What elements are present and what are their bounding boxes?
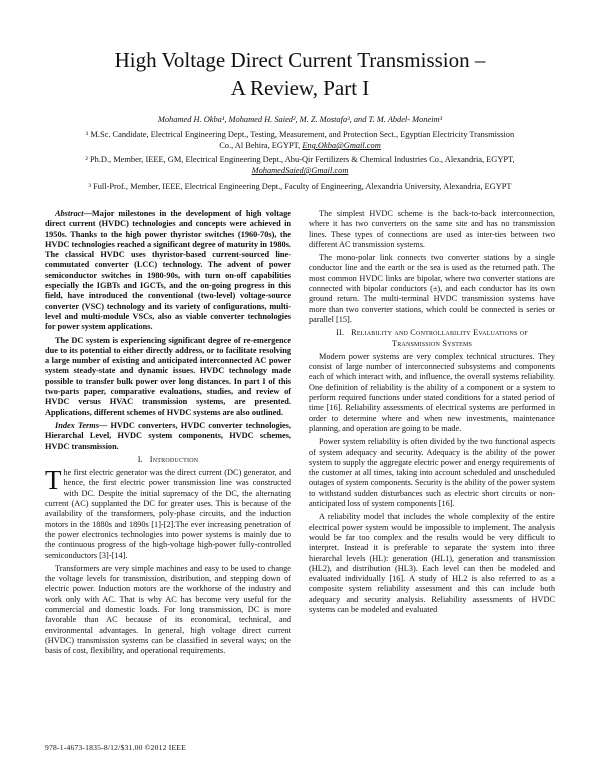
email-link-2[interactable]: MohamedSaied@Gmail.com — [251, 166, 349, 175]
affiliation-3-text: ³ Full-Prof., Member, IEEE, Electrical Engineering Dept., Faculty of Engineering, Alexandria University, Alexandria, EGYPT — [88, 182, 512, 191]
abstract-section — [45, 209, 291, 452]
affiliation-1-text-2: Co., Al Behira, EGYPT, — [219, 141, 301, 150]
abstract-text-1: —Major milestones in the development of high voltage direct current (HVDC) technologies and concepts were achieved in 1950s. Thanks to the high power thyristor switches (1960-70s), the HVDC technologies reached a significant degree of maturity in 1980s. The classical HVDC uses thyristor-based current-sourced line-commutated converter (LCC) technology. The advent of power semiconductor switches in 1980-90s, with turn on-off capabilities especially the IGBTs and IGCTs, and the on-going progress in this field, have introduced the conventional (two-level) voltage-source converter (VSC) technology and its variety of configurations, multi-level and multi-module VSCs, also as viable converter technologies for power system applications. — [45, 209, 291, 332]
section-2-number: II. — [336, 328, 345, 338]
author-list: Mohamed H. Okba¹, Mohamed H. Saied², M. Z. Mostafa³, and T. M. Abdel- Moneim³ — [157, 115, 443, 124]
intro-paragraph-1 — [45, 465, 291, 561]
email-link-1[interactable]: Eng.Okba@Gmail.com — [302, 141, 381, 150]
right-paragraph-3: Modern power systems are very complex technical structures. They consist of large number of interconnected subsystems and components each of which interact with, and influence, the overall systems reliability. One definition of reliability is the ability of a component or a system to perform required functions under stated conditions for a stated period of time [16]. Reliability assessments of electrical systems are performed in order to determine where and when new investments, maintenance planning, and operation are going to be made. — [309, 351, 555, 433]
index-terms-label: Index Terms — [55, 420, 99, 430]
index-terms-text: — HVDC converters, HVDC converter technologies, Hierarchal Level, HVDC system components, HVDC schemes, HVDC transmission. — [45, 420, 291, 451]
section-1-heading — [45, 455, 291, 465]
left-column — [45, 209, 291, 659]
affiliation-2-text: ² Ph.D., Member, IEEE, GM, Electrical Engineering Dept., Abu-Qir Fertilizers & Chemical Industries Co., Alexandria, EGYPT, — [85, 155, 515, 164]
right-paragraph-4: Power system reliability is often divided by the two functional aspects of system adequacy and security. Adequacy is the ability of the power system to supply the aggregate electric power and energy requirements of the customer at all times, taking into account scheduled and unscheduled outages of system components. Security is the ability of the power system to withstand sudden disturbances such as electric short circuits or non-anticipated loss of system components [16]. — [309, 437, 555, 509]
title-line-2: A Review, Part I — [230, 76, 370, 100]
abstract-paragraph-2: The DC system is experiencing significant degree of re-emergence due to its potential to either directly address, or to facilitate resolving a large number of existing and anticipated interconnected AC power system steady-state and dynamic issues. HVDC technology made possible to transfer bulk power over long distances. In part I of this two-parts paper, comparative evaluations, studies, and review of HVDC versus HVAC transmission systems, are presented. Applications, different schemes of HVDC systems are also outlined. — [45, 335, 291, 417]
affiliation-1-text: ¹ M.Sc. Candidate, Electrical Engineering Dept., Testing, Measurement, and Protection Sect., Egyptian Electricity Transmission — [85, 130, 515, 139]
section-2-heading — [309, 328, 555, 349]
abstract-paragraph-1 — [45, 209, 291, 333]
copyright-footer: 978-1-4673-1835-8/12/$31.00 ©2012 IEEE — [45, 743, 186, 752]
affiliation-2 — [30, 154, 570, 176]
intro-paragraph-2: Transformers are very simple machines and easy to be used to change the voltage levels for transmission, distribution, and stepping down of electric power. Induction motors are the workhorse of the industry and work only with AC. That is why AC has become very useful for the commercial and domestic loads. For long transmission, DC is more favorable than AC because of its economical, technical, and environmental advantages. In general, high voltage direct current (HVDC) transmission systems can be classified in several ways; on the basis of cost, flexibility, and operational requirements. — [45, 563, 291, 656]
right-paragraph-1: The simplest HVDC scheme is the back-to-back interconnection, where it has two converters on the same site and has no transmission lines. These types of connections are used as inter-ties between two different AC transmission systems. — [309, 209, 555, 249]
section-1-title: Introduction — [149, 454, 199, 464]
section-2-title-line-2: Transmission Systems — [391, 338, 473, 348]
abstract-label: Abstract — [55, 209, 84, 218]
drop-cap: T — [45, 465, 62, 496]
right-paragraph-2: The mono-polar link connects two converter stations by a single conductor line and the earth or the sea is used as the returned path. The most common HVDC links are bipolar, where two converter stations are connected with bipolar conductors (±), and each conductor has its own ground return. The multi-terminal HVDC transmission systems have more than two converter stations, which could be connected is series or parallel [15]. — [309, 253, 555, 324]
paper-title — [40, 46, 560, 102]
section-1-number: I. — [137, 454, 143, 464]
right-column — [309, 209, 555, 618]
index-terms — [45, 421, 291, 452]
affiliation-1 — [30, 129, 570, 151]
intro-text-1: he first electric generator was the direct current (DC) generator, and hence, the first electric power transmission line was constructed with DC. Despite the initial supremacy of the DC, the alternating current (AC) supplanted the DC for greater uses. This is because of the availability of the transformers, poly-phase circuits, and the induction motors in the 1880s and 1890s [1]-[2].The ever increasing penetration of the power electronics technologies into power systems is mainly due to the continuous progress of the high-voltage high-power fully-controlled semiconductors [3]-[14]. — [45, 468, 291, 560]
affiliation-3 — [30, 181, 570, 192]
right-paragraph-5: A reliability model that includes the whole complexity of the entire electrical power system would be impossible to implement. The analysis would be far too complex and the results would be very difficult to interpret. Instead it is preferable to separate the system into three hierarchal levels (HL): generation (HL1), generation and transmission (HL2), and distribution (HL3). Each level can then be modeled and evaluated individually [16]. A study of HL2 is also referred to as a composite system reliability assessment and this can include both adequacy and security analysis. Reliability assessments of HVDC systems can be modeled and evaluated — [309, 512, 555, 614]
section-2-title-line-1: Reliability and Controllability Evaluations of — [351, 328, 528, 338]
title-line-1: High Voltage Direct Current Transmission – — [114, 48, 486, 72]
